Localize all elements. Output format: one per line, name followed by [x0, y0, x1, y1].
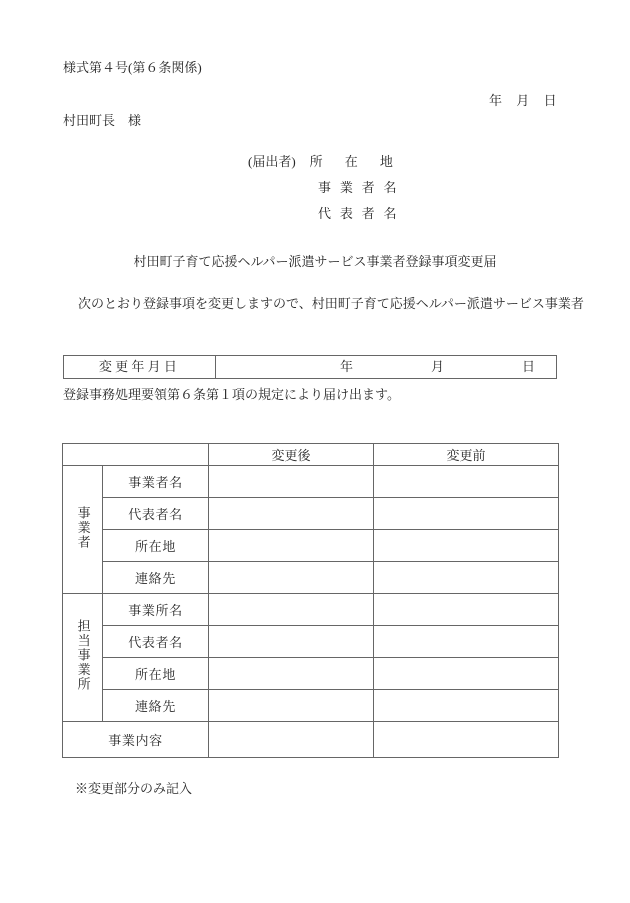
cell-after-empty	[209, 594, 374, 626]
table-row	[63, 562, 559, 594]
cell-before-empty	[374, 626, 559, 658]
table-row	[63, 626, 559, 658]
cell-before-empty	[374, 562, 559, 594]
table-row	[63, 498, 559, 530]
change-date-table	[63, 355, 557, 379]
cell-after-empty	[209, 722, 374, 758]
table-row	[63, 466, 559, 498]
declarant-representative-label: 代表者名	[318, 206, 406, 221]
document-title: 村田町子育て応援ヘルパー派遣サービス事業者登録事項変更届	[133, 254, 497, 269]
header-after: 変更後	[209, 444, 374, 466]
table-row	[63, 594, 559, 626]
form-number: 様式第４号(第６条関係)	[63, 60, 202, 75]
group-label-provider: 事業者	[75, 505, 91, 550]
cell-after-empty	[209, 562, 374, 594]
header-empty-cell	[63, 444, 209, 466]
cell-after-empty	[209, 690, 374, 722]
change-date-value: 年 月 日	[340, 359, 536, 374]
table-row	[63, 722, 559, 758]
footnote: ※変更部分のみ記入	[75, 781, 193, 796]
cell-before-empty	[374, 530, 559, 562]
row-label: 所在地	[103, 530, 209, 562]
group-label-office: 担当事業所	[75, 619, 91, 692]
row-label: 所在地	[103, 658, 209, 690]
cell-before-empty	[374, 722, 559, 758]
row-label: 代表者名	[103, 626, 209, 658]
cell-after-empty	[209, 530, 374, 562]
table-row	[63, 530, 559, 562]
cell-before-empty	[374, 466, 559, 498]
row-label: 代表者名	[103, 498, 209, 530]
row-label: 事業者名	[103, 466, 209, 498]
cell-before-empty	[374, 690, 559, 722]
row-label: 事業所名	[103, 594, 209, 626]
row-label: 連絡先	[103, 690, 209, 722]
date-line: 年 月 日	[489, 93, 558, 108]
change-date-label: 変更年月日	[64, 356, 216, 378]
footer-label: 事業内容	[63, 722, 209, 758]
body-text-line1: 次のとおり登録事項を変更しますので、村田町子育て応援ヘルパー派遣サービス事業者	[78, 296, 584, 311]
group-cell-provider	[63, 466, 103, 594]
cell-after-empty	[209, 658, 374, 690]
cell-after-empty	[209, 466, 374, 498]
row-label: 連絡先	[103, 562, 209, 594]
group-cell-office	[63, 594, 103, 722]
header-before: 変更前	[374, 444, 559, 466]
declarant-row	[248, 151, 397, 170]
table-row	[63, 658, 559, 690]
declarant-business-name-label: 事業者名	[318, 180, 406, 195]
addressee: 村田町長 様	[63, 113, 142, 128]
cell-before-empty	[374, 498, 559, 530]
body-text-line2: 登録事務処理要領第６条第１項の規定により届け出ます。	[63, 387, 400, 402]
cell-after-empty	[209, 626, 374, 658]
cell-before-empty	[374, 658, 559, 690]
table-row	[63, 690, 559, 722]
declarant-address-label: 所 在 地	[309, 154, 398, 169]
cell-after-empty	[209, 498, 374, 530]
declarant-label: (届出者)	[248, 154, 296, 169]
change-details-table	[62, 443, 559, 758]
cell-before-empty	[374, 594, 559, 626]
